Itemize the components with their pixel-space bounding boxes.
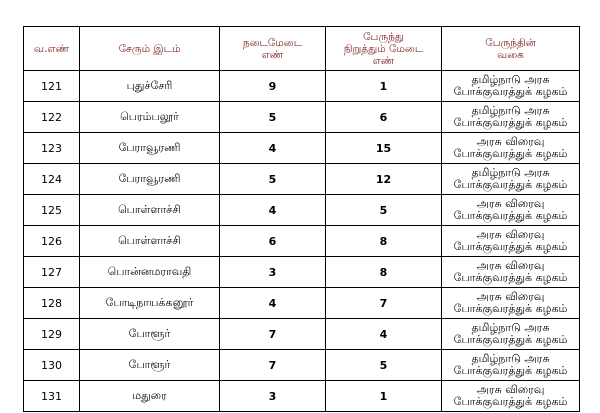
header-bay-line2: நிறுத்தும் மேடை xyxy=(343,42,424,55)
header-bay-line1: பேருந்து xyxy=(363,30,404,43)
row-bus-type-line2: போக்குவரத்துக் கழகம் xyxy=(453,147,568,160)
row-platform: 4 xyxy=(220,195,326,226)
row-bay: 8 xyxy=(326,226,442,257)
row-bus-type-line2: போக்குவரத்துக் கழகம் xyxy=(453,116,568,129)
row-bay: 4 xyxy=(326,319,442,350)
row-platform: 4 xyxy=(220,288,326,319)
row-sno: 127 xyxy=(24,257,80,288)
row-bay: 1 xyxy=(326,71,442,102)
row-bay: 5 xyxy=(326,350,442,381)
row-platform: 3 xyxy=(220,381,326,412)
header-sno-text: வ.எண் xyxy=(34,42,69,55)
header-type xyxy=(442,27,580,71)
table-row xyxy=(24,381,580,412)
row-bus-type-line1: அரசு விரைவு xyxy=(476,290,545,303)
row-bus-type-line1: தமிழ்நாடு அரசு xyxy=(471,352,550,365)
table-row xyxy=(24,133,580,164)
table-row xyxy=(24,71,580,102)
row-bay: 6 xyxy=(326,102,442,133)
row-bus-type xyxy=(442,71,580,102)
table-body xyxy=(24,71,580,412)
row-bus-type xyxy=(442,319,580,350)
row-bus-type-line1: தமிழ்நாடு அரசு xyxy=(471,73,550,86)
row-bay: 15 xyxy=(326,133,442,164)
row-bus-type xyxy=(442,102,580,133)
row-sno: 130 xyxy=(24,350,80,381)
header-destination xyxy=(80,27,220,71)
header-platform-line2: எண் xyxy=(261,48,284,61)
row-bus-type-line1: அரசு விரைவு xyxy=(476,259,545,272)
row-sno: 125 xyxy=(24,195,80,226)
row-platform: 9 xyxy=(220,71,326,102)
row-destination: பேராவூரணி xyxy=(80,164,220,195)
row-bus-type-line2: போக்குவரத்துக் கழகம் xyxy=(453,271,568,284)
row-bus-type xyxy=(442,350,580,381)
row-bus-type-line1: அரசு விரைவு xyxy=(476,228,545,241)
header-type-line1: பேருந்தின் xyxy=(485,36,536,49)
row-destination: போளூர் xyxy=(80,319,220,350)
row-bus-type-line1: அரசு விரைவு xyxy=(476,135,545,148)
table-row xyxy=(24,195,580,226)
header-type-line2: வகை xyxy=(497,48,524,61)
row-bus-type-line1: தமிழ்நாடு அரசு xyxy=(471,321,550,334)
row-bay: 1 xyxy=(326,381,442,412)
row-sno: 131 xyxy=(24,381,80,412)
row-destination: பொள்ளாச்சி xyxy=(80,226,220,257)
row-bus-type-line2: போக்குவரத்துக் கழகம் xyxy=(453,85,568,98)
row-bus-type-line2: போக்குவரத்துக் கழகம் xyxy=(453,178,568,191)
header-platform-line1: நடைமேடை xyxy=(242,36,303,49)
row-destination: பொன்னமராவதி xyxy=(80,257,220,288)
row-bus-type-line2: போக்குவரத்துக் கழகம் xyxy=(453,364,568,377)
row-bus-type xyxy=(442,164,580,195)
row-bay: 5 xyxy=(326,195,442,226)
row-bus-type-line2: போக்குவரத்துக் கழகம் xyxy=(453,240,568,253)
table-row xyxy=(24,102,580,133)
row-bay: 12 xyxy=(326,164,442,195)
row-destination: மதுரை xyxy=(80,381,220,412)
row-bus-type xyxy=(442,257,580,288)
table-row xyxy=(24,226,580,257)
row-platform: 7 xyxy=(220,319,326,350)
row-sno: 123 xyxy=(24,133,80,164)
row-sno: 124 xyxy=(24,164,80,195)
row-bay: 8 xyxy=(326,257,442,288)
header-sno xyxy=(24,27,80,71)
row-bus-type-line1: தமிழ்நாடு அரசு xyxy=(471,166,550,179)
row-bus-type xyxy=(442,381,580,412)
row-platform: 6 xyxy=(220,226,326,257)
row-bus-type-line2: போக்குவரத்துக் கழகம் xyxy=(453,302,568,315)
row-destination: பேராவூரணி xyxy=(80,133,220,164)
row-bus-type-line1: அரசு விரைவு xyxy=(476,197,545,210)
header-bay-line3: எண் xyxy=(372,54,395,67)
row-sno: 121 xyxy=(24,71,80,102)
row-sno: 126 xyxy=(24,226,80,257)
row-platform: 3 xyxy=(220,257,326,288)
row-bus-type-line2: போக்குவரத்துக் கழகம் xyxy=(453,209,568,222)
row-bus-type xyxy=(442,195,580,226)
table-row xyxy=(24,164,580,195)
row-destination: போளூர் xyxy=(80,350,220,381)
row-bus-type-line1: தமிழ்நாடு அரசு xyxy=(471,104,550,117)
row-sno: 129 xyxy=(24,319,80,350)
row-platform: 7 xyxy=(220,350,326,381)
row-bay: 7 xyxy=(326,288,442,319)
table-row xyxy=(24,350,580,381)
row-destination: போடிநாயக்கனூர் xyxy=(80,288,220,319)
table-row xyxy=(24,288,580,319)
header-bay xyxy=(326,27,442,71)
row-destination: பொள்ளாச்சி xyxy=(80,195,220,226)
row-bus-type-line2: போக்குவரத்துக் கழகம் xyxy=(453,395,568,408)
bus-schedule-table xyxy=(23,26,580,412)
row-platform: 4 xyxy=(220,133,326,164)
header-destination-text: சேரும் இடம் xyxy=(118,42,181,55)
row-destination: பெரம்பலூர் xyxy=(80,102,220,133)
row-sno: 128 xyxy=(24,288,80,319)
row-sno: 122 xyxy=(24,102,80,133)
table-row xyxy=(24,319,580,350)
row-platform: 5 xyxy=(220,102,326,133)
row-bus-type xyxy=(442,133,580,164)
row-destination: புதுச்சேரி xyxy=(80,71,220,102)
table-row xyxy=(24,257,580,288)
row-platform: 5 xyxy=(220,164,326,195)
row-bus-type-line1: அரசு விரைவு xyxy=(476,383,545,396)
row-bus-type-line2: போக்குவரத்துக் கழகம் xyxy=(453,333,568,346)
row-bus-type xyxy=(442,226,580,257)
header-platform xyxy=(220,27,326,71)
header-row xyxy=(24,27,580,71)
row-bus-type xyxy=(442,288,580,319)
